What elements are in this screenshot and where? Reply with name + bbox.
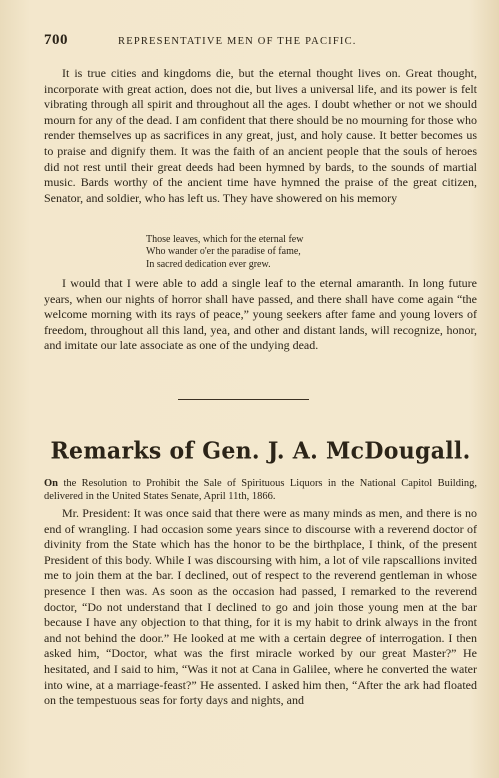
subtitle-text: the Resolution to Prohibit the Sale of Spirituous Liquors in the National Capitol Building, delivered in the United States Senate, April 11th, 1866. (44, 478, 478, 502)
poem-line: Those leaves, which for the eternal few (146, 234, 304, 245)
paragraph-2: I would that I were able to add a single leaf to the eternal amaranth. In long future years, when our nights of horror shall have passed, and there shall have come again “the welcome morning with its rays of peace,” young seekers after fame and young lovers of freedom, throughout all this land, yea, and other and distant lands, will recognize, honor, and imitate our late associate as one of the undying dead. (44, 276, 477, 353)
poem-quote (146, 234, 303, 271)
poem-line: Who wander o'er the paradise of fame, (146, 246, 301, 258)
section-title: Remarks of Gen. J. A. McDougall. (50, 436, 471, 466)
page-number: 700 (44, 32, 68, 48)
paragraph-3: Mr. President: It was once said that there were as many minds as men, and there is no end of wrangling. I had occasion some years since to discourse with a reverend doctor of divinity from the State which has the honor to be the birthplace, I think, of the present President of this body. While I was discoursing with him, a lot of vile rapscallions invited me to join them at the bar. I declined, out of respect to the reverend gentleman in whose presence I then was. As soon as the occasion had passed, I remarked to the reverend doctor, “Do not understand that I declined to go and join those young men at the bar because I have any objection to that thing, for it is my habit to drink always in the front and not behind the door.” He looked at me with a certain degree of interrogation. I then asked him, “Doctor, what was the first miracle worked by our great Master?” He hesitated, and I said to him, “Was it not at Cana in Galilee, where he converted the water into wine, at a marriage-feast?” He assented. I asked him then, “After the ark had floated on the tempestuous seas for forty days and nights, and (44, 506, 477, 708)
poem-line: In sacred dedication ever grew. (146, 258, 271, 270)
section-subtitle (44, 477, 477, 503)
page-header (44, 32, 484, 52)
subtitle-on: On (44, 478, 59, 489)
section-divider (178, 399, 309, 400)
paragraph-1: It is true cities and kingdoms die, but the eternal thought lives on. Great thought, incorporate with great action, does not die, but lives a universal life, and its power is felt vibrating through all spirit and throughout all the ages. I doubt whether or not we should mourn for any of the dead. I am confident that there should be no mourning for those who render themselves up as sacrifices in any great, just, and holy cause. It better becomes us to praise and dignify them. It was the faith of an ancient people that the souls of heroes did not rest until their great deeds had been hymned by bards, to the sounds of martial music. Bards worthy of the ancient time have hymned the praise of the great citizen, Senator, and soldier, who has left us. They have showered on his memory (44, 66, 477, 205)
running-head: REPRESENTATIVE MEN OF THE PACIFIC. (118, 36, 357, 47)
